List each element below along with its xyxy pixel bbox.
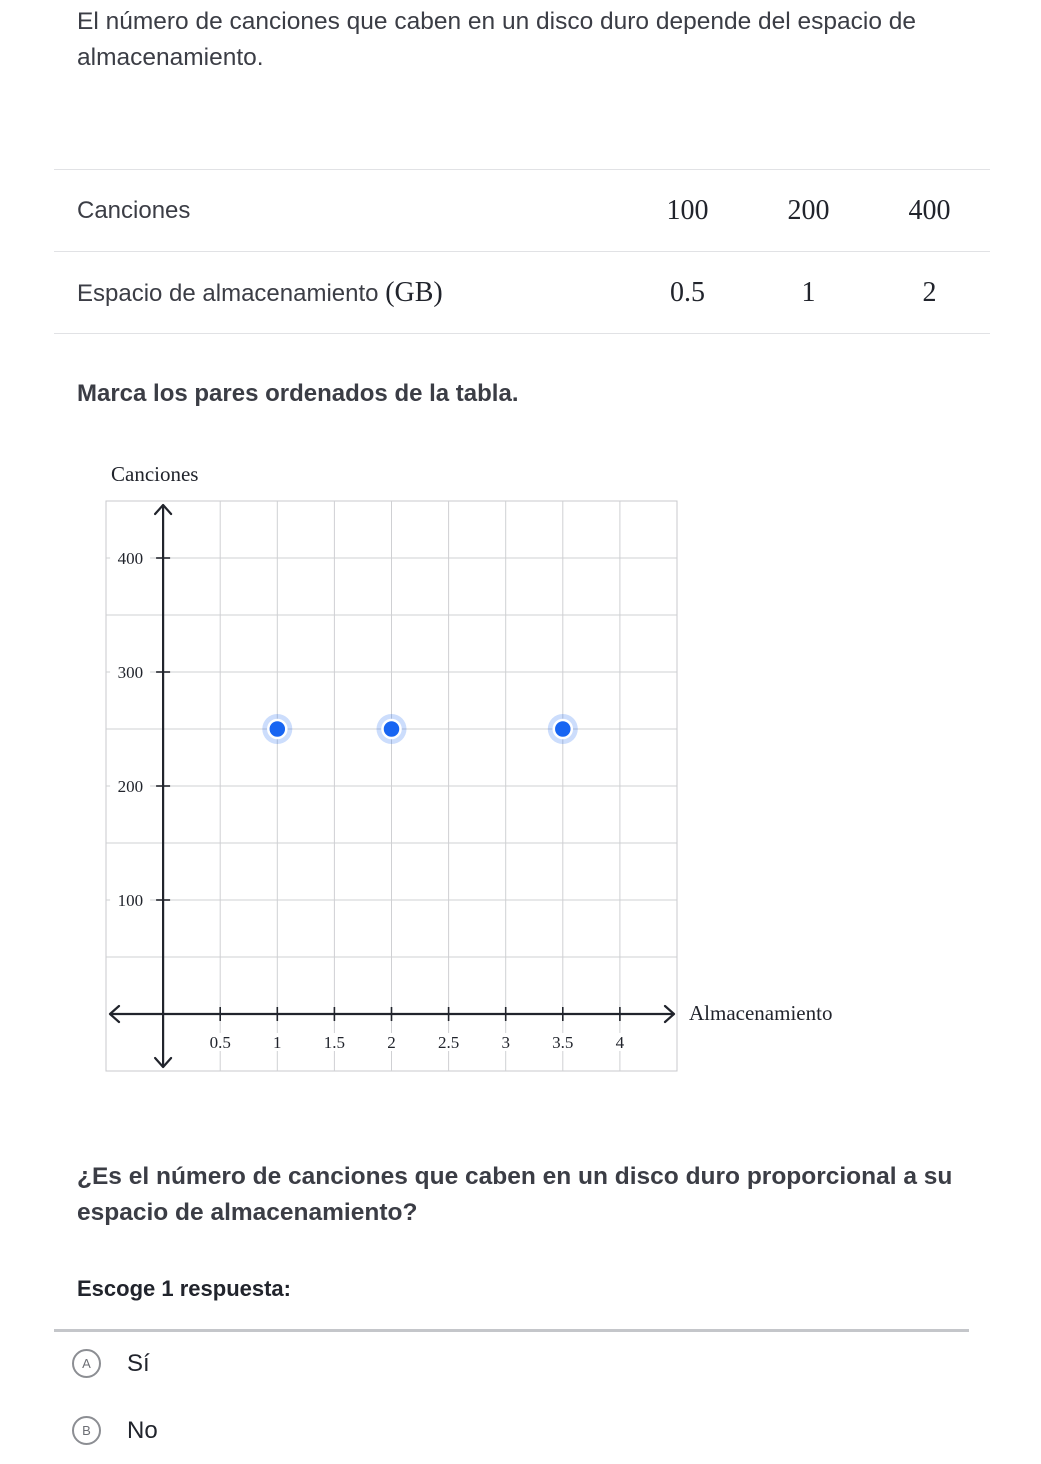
choice-letter: A	[72, 1349, 101, 1378]
choice-text: Sí	[127, 1349, 150, 1377]
x-tick-label: 1.5	[323, 1033, 346, 1052]
row-label: Espacio de almacenamiento	[77, 279, 379, 307]
choice-text: No	[127, 1416, 158, 1444]
data-point[interactable]	[554, 720, 572, 738]
choice-a[interactable]	[72, 1349, 150, 1378]
question-text: ¿Es el número de canciones que caben en un disco duro proporcional a su espacio de almacenamiento?	[77, 1163, 953, 1226]
y-tick-label: 100	[117, 891, 144, 910]
x-tick-label: 3	[501, 1033, 510, 1052]
table-cell: 200	[748, 170, 869, 252]
table-cell: 1	[748, 252, 869, 334]
x-tick-label: 3.5	[552, 1033, 574, 1052]
data-point[interactable]	[268, 720, 286, 738]
choice-b[interactable]	[72, 1416, 158, 1445]
y-tick-label: 400	[117, 549, 144, 568]
divider	[54, 1329, 969, 1332]
choose-label: Escoge 1 respuesta:	[77, 1276, 291, 1301]
x-tick-label: 2.5	[437, 1033, 460, 1052]
table-cell: 2	[869, 252, 990, 334]
x-axis-label: Almacenamiento	[689, 1001, 833, 1025]
x-tick-label: 1	[273, 1033, 282, 1052]
x-tick-label: 0.5	[209, 1033, 231, 1052]
table-cell: 400	[869, 170, 990, 252]
choice-letter: B	[72, 1416, 101, 1445]
x-tick-label: 2	[387, 1033, 396, 1052]
row-unit: (GB)	[385, 276, 443, 308]
y-tick-label: 300	[117, 663, 144, 682]
data-point[interactable]	[383, 720, 401, 738]
intro-text: El número de canciones que caben en un disco duro depende del espacio de almacenamiento.	[77, 8, 917, 71]
instruction: Marca los pares ordenados de la tabla.	[77, 380, 519, 407]
y-tick-label: 200	[117, 777, 144, 796]
y-axis-label: Canciones	[111, 462, 199, 486]
row-label: Canciones	[54, 170, 627, 252]
table-cell: 0.5	[627, 252, 748, 334]
table-cell: 100	[627, 170, 748, 252]
x-tick-label: 4	[615, 1033, 625, 1052]
